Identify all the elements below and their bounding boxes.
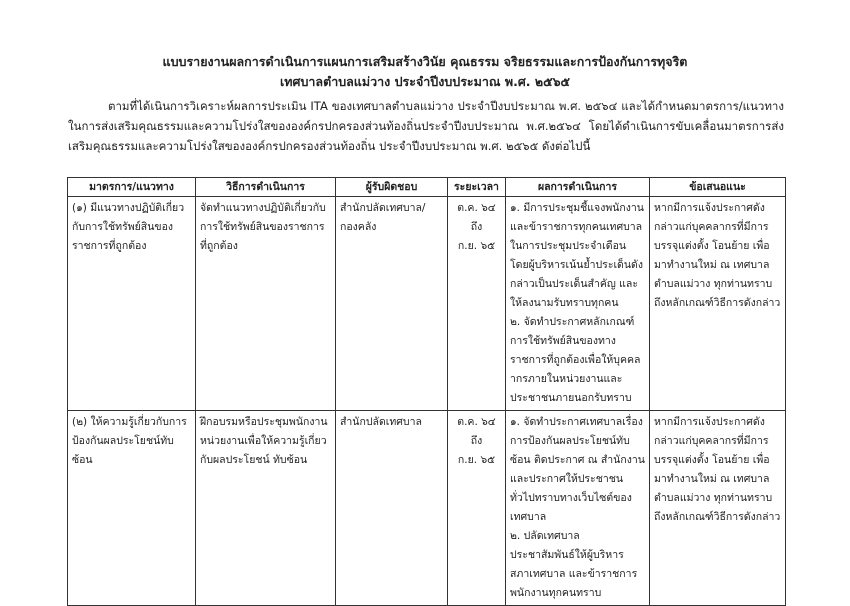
cell-method: ฝึกอบรมหรือประชุมพนักงานหน่วยงานเพื่อให้ความรู้เกี่ยวกับผลประโยชน์ ทับซ้อน	[196, 411, 336, 606]
header-results: ผลการดำเนินการ	[506, 178, 650, 197]
result-item: ๑. จัดทำประกาศเทศบาลเรื่องการป้องกันผลประโยชน์ทับซ้อน ติดประกาศ ณ สำนักงานและประกาศให้ประชาชนทั่วไปทราบทางเว็บไซต์ของเทศบาล	[510, 416, 645, 523]
cell-responsible: สำนักปลัดเทศบาล	[336, 411, 448, 606]
cell-period	[448, 197, 506, 411]
period-to: ถึง	[470, 221, 483, 233]
period-start: ต.ค. ๖๔	[457, 202, 496, 214]
cell-suggestion: หากมีการแจ้งประกาศดังกล่าวแก่บุคคลากรที่มีการบรรจุแต่งตั้ง โอนย้าย เพื่อมาทำงานใหม่ ณ เทศบาลตำบลแม่วาง ทุกท่านทราบถึงหลักเกณฑ์วิธีการดังกล่าว	[650, 197, 786, 411]
header-responsible: ผู้รับผิดชอบ	[336, 178, 448, 197]
intro-text: ตามที่ได้เนินการวิเคราะห์ผลการประเมิน ITA ของเทศบาลตำบลแม่วาง ประจำปีงบประมาณ พ.ศ. ๒๕๖๔ และได้กำหนดมาตรการ/แนวทางในการส่งเสริมคุณธรรมและความโปร่งใสขององค์กรปกครองส่วนท้องถิ่นประจำปีงบประมาณ พ.ศ.๒๕๖๔ โดยได้ดำเนินการขับเคลื่อนมาตรการส่งเสริมคุณธรรมและความโปร่งใสขององค์กรปกครองส่วนท้องถิ่น ประจำปีงบประมาณ พ.ศ. ๒๕๖๕ ดังต่อไปนี้	[68, 99, 784, 153]
table-header-row	[68, 178, 786, 197]
result-item: ๒. จัดทำประกาศหลักเกณฑ์การใช้ทรัพย์สินของทางราชการที่ถูกต้องเพื่อให้บุคคลากรภายในหน่วยงานและประชาชนภายนอกรับทราบ	[510, 316, 641, 404]
cell-period	[448, 411, 506, 606]
cell-method: จัดทำแนวทางปฏิบัติเกี่ยวกับการใช้ทรัพย์สินของราชการที่ถูกต้อง	[196, 197, 336, 411]
cell-suggestion: หากมีการแจ้งประกาศดังกล่าวแก่บุคคลากรที่มีการบรรจุแต่งตั้ง โอนย้าย เพื่อมาทำงานใหม่ ณ เทศบาลตำบลแม่วาง ทุกท่านทราบถึงหลักเกณฑ์วิธีการดังกล่าว	[650, 411, 786, 606]
result-item: ๑. มีการประชุมชี้แจงพนักงานและข้าราชการทุกคนเทศบาลในการประชุมประจำเดือน โดยผู้บริหารเน้นย้ำประเด็นดังกล่าวเป็นประเด็นสำคัญ และให้ลงนามรับทราบทุกคน	[510, 202, 644, 309]
cell-results	[506, 197, 650, 411]
cell-results	[506, 411, 650, 606]
period-end: ก.ย. ๖๕	[457, 240, 496, 252]
report-table	[67, 177, 786, 606]
result-item: ๒. ปลัดเทศบาล ประชาสัมพันธ์ให้ผู้บริหาร สภาเทศบาล และข้าราชการพนักงานทุกคนทราบ	[510, 530, 638, 599]
period-start: ต.ค. ๖๔	[457, 416, 496, 428]
intro-paragraph	[68, 96, 784, 156]
period-end: ก.ย. ๖๕	[457, 454, 496, 466]
report-title: แบบรายงานผลการดำเนินการแผนการเสริมสร้างวินัย คุณธรรม จริยธรรมและการป้องกันการทุจริต	[162, 54, 688, 69]
period-to: ถึง	[470, 435, 483, 447]
header-period: ระยะเวลา	[448, 178, 506, 197]
cell-measure: (๑) มีแนวทางปฏิบัติเกี่ยวกับการใช้ทรัพย์สินของราชการที่ถูกต้อง	[68, 197, 196, 411]
cell-measure: (๒) ให้ความรู้เกี่ยวกับการป้องกันผลประโยชน์ทับซ้อน	[68, 411, 196, 606]
header-suggestion: ข้อเสนอแนะ	[650, 178, 786, 197]
table-row	[68, 197, 786, 411]
cell-responsible: สำนักปลัดเทศบาล/กองคลัง	[336, 197, 448, 411]
report-subtitle: เทศบาลตำบลแม่วาง ประจำปีงบประมาณ พ.ศ. ๒๕๖๕	[280, 74, 570, 89]
header-method: วิธีการดำเนินการ	[196, 178, 336, 197]
header-measure: มาตรการ/แนวทาง	[68, 178, 196, 197]
table-row	[68, 411, 786, 606]
